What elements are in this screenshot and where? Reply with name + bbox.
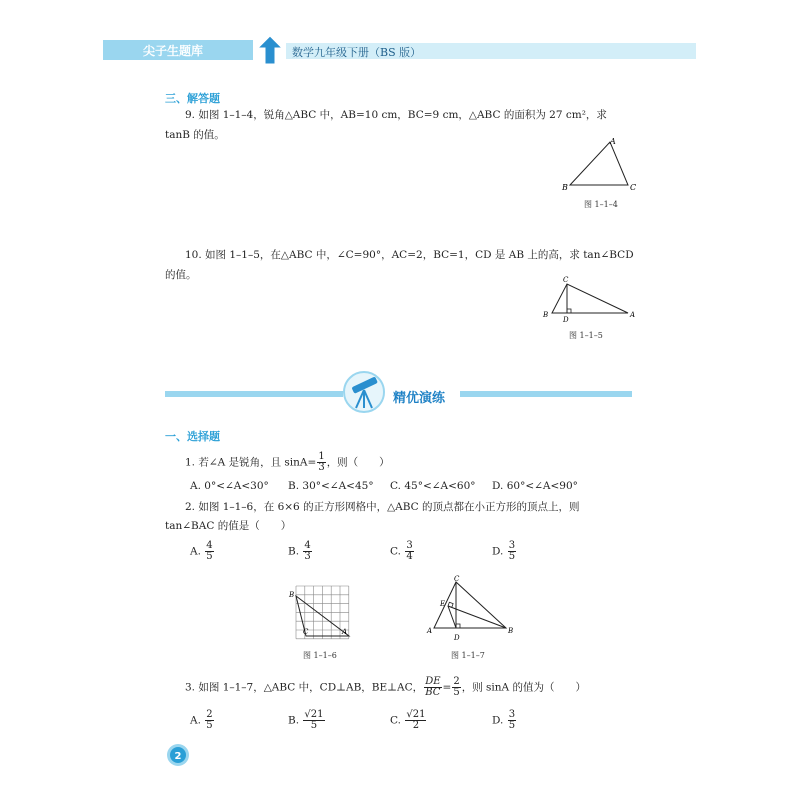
page-number: 2	[174, 751, 182, 762]
section-heading-1: 一、选择题	[165, 430, 220, 443]
q9-line1: 9. 如图 1–1–4，锐角△ABC 中，AB=10 cm，BC=9 cm，△ABC 的面积为 27 cm²，求	[185, 109, 607, 121]
fig5-label-b: B	[543, 311, 549, 319]
q3-option-a-den: 5	[206, 720, 213, 731]
q2-option-b-num: 4	[304, 540, 311, 551]
q3-option-b-letter: B.	[288, 714, 300, 727]
fig5-label-a: A	[630, 311, 636, 319]
q3-fraction-2	[452, 677, 460, 698]
q2-option-d-letter: D.	[492, 545, 504, 558]
q3-option-a	[190, 710, 215, 731]
figure-1-1-6	[286, 578, 356, 644]
q2-line1: 2. 如图 1–1–6，在 6×6 的正方形网格中，△ABC 的顶点都在小正方形的顶点上，则	[185, 501, 580, 513]
q3-option-d-letter: D.	[492, 714, 504, 727]
q3-suffix: ，则 sinA 的值为（ ）	[461, 681, 586, 694]
caption-1-1-5: 图 1–1–5	[569, 331, 603, 340]
q1-suffix: ，则（ ）	[326, 456, 390, 469]
q9-line2: tanB 的值。	[165, 129, 225, 141]
fig4-label-b: B	[562, 183, 568, 192]
q3-option-d-num: 3	[508, 709, 516, 720]
q2-option-d-den: 5	[508, 551, 516, 562]
q3-option-b	[288, 710, 326, 731]
q2-option-c	[390, 541, 415, 562]
q2-option-b-letter: B.	[288, 545, 300, 558]
header-title-bar	[103, 40, 253, 60]
fig6-label-c: C	[303, 628, 309, 636]
q2-option-a-den: 5	[206, 551, 213, 562]
figure-1-1-4	[560, 132, 640, 194]
q2-option-b-den: 3	[304, 551, 311, 562]
q3-frac2-den: 5	[453, 687, 460, 698]
q1-option-c: C. 45°<∠A<60°	[390, 480, 476, 492]
q1-fraction	[317, 452, 325, 473]
caption-1-1-7: 图 1–1–7	[451, 651, 485, 660]
page-number-badge	[160, 740, 200, 772]
banner-line-right	[460, 391, 632, 397]
q2-option-a	[190, 541, 215, 562]
q3-option-c-num: √21	[406, 709, 426, 720]
q2-option-b	[288, 541, 313, 562]
telescope-icon	[340, 368, 388, 416]
fig7-label-c: C	[454, 575, 460, 583]
q2-option-a-num: 4	[206, 540, 213, 551]
q3-equals: =	[442, 681, 452, 694]
caption-1-1-4: 图 1–1–4	[584, 200, 618, 209]
fig7-label-a: A	[427, 627, 433, 635]
q2-option-a-letter: A.	[190, 545, 201, 558]
fig6-label-b: B	[289, 591, 295, 599]
q2-option-d-num: 3	[508, 540, 516, 551]
q2-option-c-num: 3	[406, 540, 413, 551]
q10-line1: 10. 如图 1–1–5，在△ABC 中，∠C=90°，AC=2，BC=1，CD 是 AB 上的高，求 tan∠BCD	[185, 249, 634, 261]
fig5-label-d: D	[563, 316, 569, 324]
q3-frac1-den: BC	[425, 687, 441, 698]
q2-option-c-den: 4	[406, 551, 413, 562]
q3-option-d	[492, 710, 517, 731]
q1-option-a: A. 0°<∠A<30°	[190, 480, 269, 492]
q3-frac1-num: DE	[425, 676, 441, 687]
q3-option-a-letter: A.	[190, 714, 201, 727]
q3-option-b-den: 5	[310, 720, 318, 731]
section-heading-3: 三、解答题	[165, 92, 220, 105]
q1-prefix: 1. 若∠A 是锐角，且 sinA=	[185, 456, 317, 469]
q3-option-c	[390, 710, 427, 731]
fig5-label-c: C	[563, 276, 569, 284]
q3-option-c-den: 2	[412, 720, 420, 731]
q10-line2: 的值。	[165, 269, 197, 281]
q1-stem	[185, 452, 390, 473]
q2-option-d	[492, 541, 517, 562]
q3-fraction-1	[424, 677, 441, 698]
q3-option-c-letter: C.	[390, 714, 401, 727]
q1-option-b: B. 30°<∠A<45°	[288, 480, 374, 492]
q3-option-b-num: √21	[304, 709, 324, 720]
fig4-label-a: A	[610, 137, 616, 146]
q2-option-c-letter: C.	[390, 545, 401, 558]
fig6-label-a: A	[342, 628, 348, 636]
q3-option-a-num: 2	[206, 709, 213, 720]
figure-1-1-5	[540, 275, 640, 325]
fig7-label-d: D	[454, 634, 460, 642]
fig7-label-b: B	[508, 627, 514, 635]
arrow-icon	[255, 34, 285, 66]
q3-option-d-den: 5	[508, 720, 516, 731]
q2-line2: tan∠BAC 的值是（ ）	[165, 520, 292, 532]
caption-1-1-6: 图 1–1–6	[303, 651, 337, 660]
q3-stem	[185, 677, 586, 698]
header-subtitle-bar	[286, 43, 696, 59]
q3-prefix: 3. 如图 1–1–7，△ABC 中，CD⊥AB，BE⊥AC，	[185, 681, 424, 694]
q3-frac2-num: 2	[453, 676, 460, 687]
q1-frac-den: 3	[318, 462, 325, 473]
q1-frac-num: 1	[318, 451, 325, 462]
q1-option-d: D. 60°<∠A<90°	[492, 480, 578, 492]
fig4-label-c: C	[630, 183, 637, 192]
header-left-title: 尖子生题库	[143, 44, 204, 58]
fig7-label-e: E	[440, 600, 446, 608]
banner-title: 精优演练	[393, 391, 446, 406]
banner-line-left	[165, 391, 343, 397]
figure-1-1-7	[424, 575, 516, 645]
header-right-title: 数学九年级下册（BS 版）	[292, 46, 422, 59]
